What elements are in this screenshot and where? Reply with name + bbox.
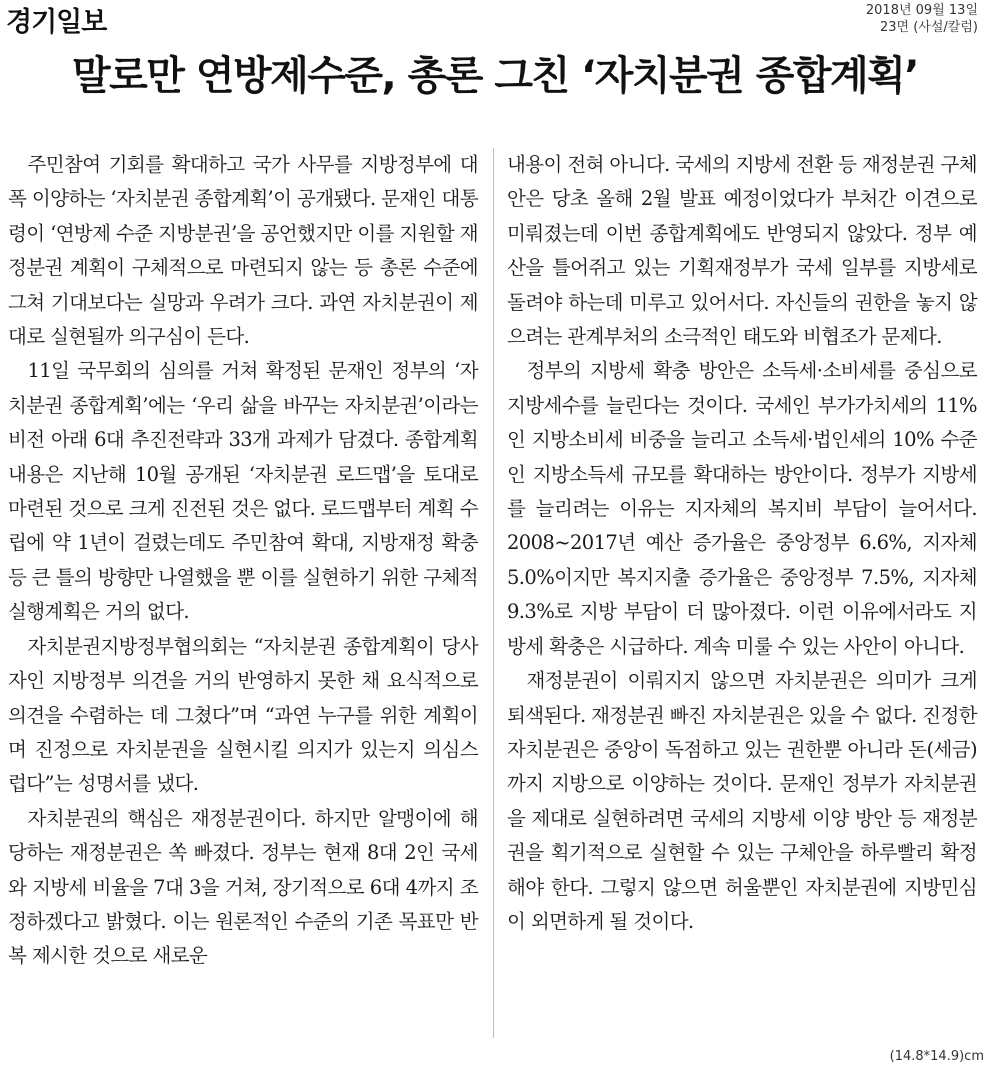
paragraph: 자치분권지방정부협의회는 “자치분권 종합계획이 당사자인 지방정부 의견을 거의 반영하지 못한 채 요식적으로 의견을 수렴하는 데 그쳤다”며 “과연 누구를 위한 계획이며 진정으로 자치분권을 실현시킬 의지가 있는지 의심스럽다”는 성명서를 냈다. (8, 634, 478, 796)
publication-date: 2018년 09월 13일 (865, 3, 978, 18)
paragraph: 자치분권의 핵심은 재정분권이다. 하지만 알맹이에 해당하는 재정분권은 쏙 빠졌다. 정부는 현재 8대 2인 국세와 지방세 비율을 7대 3을 거쳐, 장기적으로 6대 4까지 조정하겠다고 밝혔다. 이는 원론적인 수준의 기존 목표만 반복 제시한 것으로 새로운 (8, 806, 478, 968)
paragraph: 정부의 지방세 확충 방안은 소득세·소비세를 중심으로 지방세수를 늘린다는 것이다. 국세인 부가가치세의 11%인 지방소비세 비중을 늘리고 소득세·법인세의 10% 수준인 지방소득세 규모를 확대하는 방안이다. 정부가 지방세를 늘리려는 이유는 지자체의 복지비 부담이 늘어서다. 2008~2017년 예산 증가율은 중앙정부 6.6%, 지자체 5.0%이지만 복지지출 증가율은 중앙정부 7.5%, 지자체 9.3%로 지방 부담이 더 많아졌다. 이런 이유에서라도 지방세 확충은 시급하다. 계속 미룰 수 있는 사안이 아니다. (507, 359, 977, 658)
article-column-right (507, 148, 977, 939)
paragraph: 11일 국무회의 심의를 거쳐 확정된 문재인 정부의 ‘자치분권 종합계획’에는 ‘우리 삶을 바꾸는 자치분권’이라는 비전 아래 6대 추진전략과 33개 과제가 담겼다. 종합계획 내용은 지난해 10월 공개된 ‘자치분권 로드맵’을 토대로 마련된 것으로 크게 진전된 것은 없다. 로드맵부터 계획 수립에 약 1년이 걸렸는데도 주민참여 확대, 지방재정 확충 등 큰 틀의 방향만 나열했을 뿐 이를 실현하기 위한 구체적 실행계획은 거의 없다. (8, 359, 478, 624)
paragraph: 내용이 전혀 아니다. 국세의 지방세 전환 등 재정분권 구체안은 당초 올해 2월 발표 예정이었다가 부처간 이견으로 미뤄졌는데 이번 종합계획에도 반영되지 않았다. 정부 예산을 틀어쥐고 있는 기획재정부가 국세 일부를 지방세로 돌려야 하는데 미루고 있어서다. 자신들의 권한을 놓지 않으려는 관계부처의 소극적인 태도와 비협조가 문제다. (507, 153, 977, 349)
article-headline: 말로만 연방제수준, 총론 그친 ‘자치분권 종합계획’ (71, 53, 918, 99)
newspaper-masthead: 경기일보 (6, 7, 107, 38)
column-divider (493, 148, 494, 1038)
article-meta (866, 2, 978, 36)
paragraph: 재정분권이 이뤄지지 않으면 자치분권은 의미가 크게 퇴색된다. 재정분권 빠진 자치분권은 있을 수 없다. 진정한 자치분권은 중앙이 독점하고 있는 권한뿐 아니라 돈(세금)까지 지방으로 이양하는 것이다. 문재인 정부가 자치분권을 제대로 실현하려면 국세의 지방세 이양 방안 등 재정분권을 획기적으로 실현할 수 있는 구체안을 하루빨리 확정해야 한다. 그렇지 않으면 허울뿐인 자치분권에 지방민심이 외면하게 될 것이다. (507, 669, 977, 933)
paragraph: 주민참여 기회를 확대하고 국가 사무를 지방정부에 대폭 이양하는 ‘자치분권 종합계획’이 공개됐다. 문재인 대통령이 ‘연방제 수준 지방분권’을 공언했지만 이를 지원할 재정분권 계획이 구체적으로 마련되지 않는 등 총론 수준에 그쳐 기대보다는 실망과 우려가 크다. 과연 자치분권이 제대로 실현될까 의구심이 든다. (8, 153, 478, 349)
article-size-note: (14.8*14.9)cm (889, 1049, 984, 1064)
page-section: 23면 (사설/칼럼) (880, 20, 978, 35)
article-column-left (8, 148, 478, 974)
